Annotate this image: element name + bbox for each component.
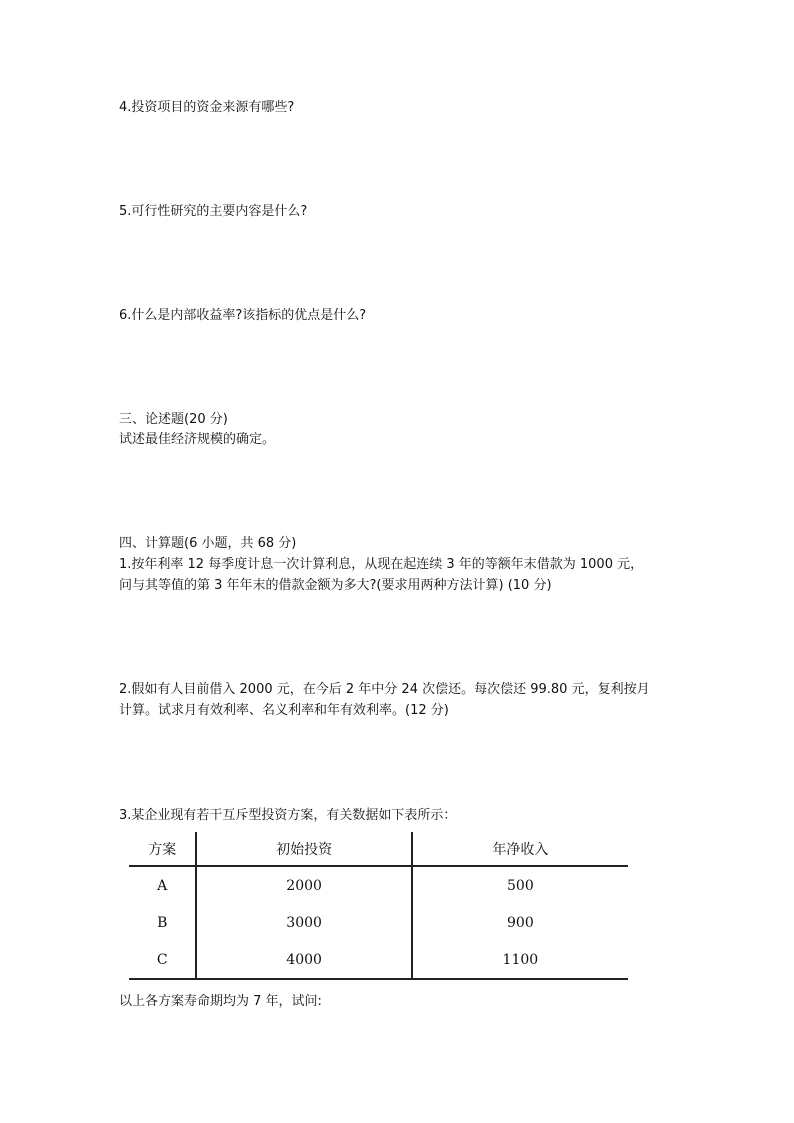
cell-plan: A: [129, 866, 196, 904]
cell-annual-net-income: 1100: [412, 941, 628, 979]
header-annual-net-income: 年净收入: [412, 832, 628, 866]
problem-2-line-2: 计算。试求月有效利率、名义利率和年有效利率。(12 分): [119, 703, 449, 718]
header-initial-investment: 初始投资: [196, 832, 411, 866]
section-4-heading: 四、计算题(6 小题，共 68 分): [119, 536, 297, 551]
table-header-row: [129, 832, 628, 866]
header-plan: 方案: [129, 832, 196, 866]
question-5: 5.可行性研究的主要内容是什么?: [119, 204, 308, 219]
table-row: [129, 866, 628, 904]
investment-plan-table: [129, 832, 628, 980]
cell-annual-net-income: 500: [507, 877, 534, 894]
problem-1-line-1: 1.按年利率 12 每季度计息一次计算利息，从现在起连续 3 年的等额年末借款为 1000 元，: [119, 557, 644, 572]
question-4: 4.投资项目的资金来源有哪些?: [119, 100, 295, 115]
cell-initial-investment: 3000: [196, 904, 411, 941]
problem-2-line-1: 2.假如有人目前借入 2000 元，在今后 2 年中分 24 次偿还。每次偿还 99.80 元，复利按月: [119, 682, 650, 697]
cell-initial-investment: 2000: [196, 866, 411, 904]
question-6: 6.什么是内部收益率?该指标的优点是什么?: [119, 308, 367, 323]
problem-3-after-table: 以上各方案寿命期均为 7 年，试问:: [119, 994, 322, 1009]
table-row: [129, 904, 628, 941]
cell-annual-net-income: 900: [507, 914, 534, 931]
section-3-prompt: 试述最佳经济规模的确定。: [119, 432, 276, 447]
cell-plan: B: [129, 904, 196, 941]
section-3-heading: 三、论述题(20 分): [119, 412, 228, 427]
cell-plan: C: [129, 941, 196, 979]
problem-3-intro: 3.某企业现有若干互斥型投资方案，有关数据如下表所示：: [119, 808, 457, 823]
problem-1-line-2: 问与其等值的第 3 年年末的借款金额为多大?(要求用两种方法计算) (10 分): [119, 578, 552, 593]
cell-initial-investment: 4000: [196, 941, 411, 979]
table-row: [129, 941, 628, 979]
